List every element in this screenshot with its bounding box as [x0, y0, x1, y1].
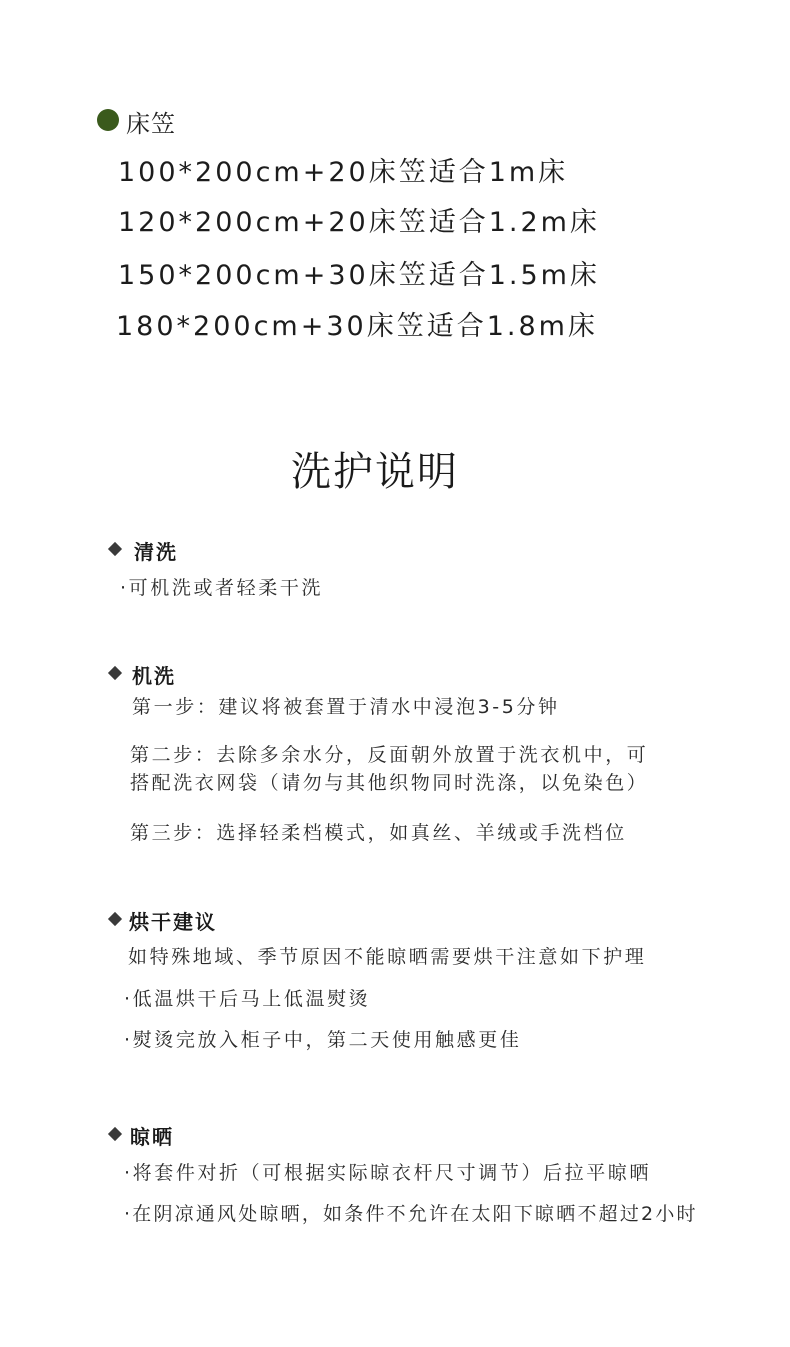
diamond-bullet-icon [108, 1127, 122, 1141]
machine-wash-step-1: 第一步：建议将被套置于清水中浸泡3-5分钟 [132, 696, 560, 718]
size-line: 120*200cm+20床笠适合1.2m床 [118, 207, 600, 238]
fitted-sheet-title: 床笠 [126, 110, 176, 138]
machine-wash-step-3: 第三步：选择轻柔档模式，如真丝、羊绒或手洗档位 [130, 822, 627, 844]
washing-heading: 清洗 [134, 540, 178, 564]
drying-line: ·低温烘干后马上低温熨烫 [124, 988, 371, 1010]
drying-note: 如特殊地域、季节原因不能晾晒需要烘干注意如下护理 [128, 946, 647, 968]
diamond-bullet-icon [108, 912, 122, 926]
diamond-bullet-icon [108, 666, 122, 680]
washing-line: ·可机洗或者轻柔干洗 [120, 577, 324, 599]
airing-line: ·将套件对折（可根据实际晾衣杆尺寸调节）后拉平晾晒 [124, 1162, 652, 1184]
size-line: 180*200cm+30床笠适合1.8m床 [116, 311, 598, 342]
care-instructions-title: 洗护说明 [291, 449, 459, 495]
size-line: 150*200cm+30床笠适合1.5m床 [118, 260, 600, 291]
machine-wash-step-2: 第二步：去除多余水分，反面朝外放置于洗衣机中，可 [130, 744, 649, 766]
airing-heading: 晾晒 [130, 1125, 174, 1149]
airing-line: ·在阴凉通风处晾晒，如条件不允许在太阳下晾晒不超过2小时 [124, 1203, 698, 1225]
drying-heading: 烘干建议 [129, 910, 217, 934]
green-dot-icon [97, 109, 119, 131]
drying-line: ·熨烫完放入柜子中，第二天使用触感更佳 [124, 1029, 522, 1051]
machine-wash-heading: 机洗 [132, 664, 176, 688]
size-line: 100*200cm+20床笠适合1m床 [118, 157, 569, 188]
diamond-bullet-icon [108, 542, 122, 556]
machine-wash-step-2-cont: 搭配洗衣网袋（请勿与其他织物同时洗涤，以免染色） [130, 772, 649, 794]
